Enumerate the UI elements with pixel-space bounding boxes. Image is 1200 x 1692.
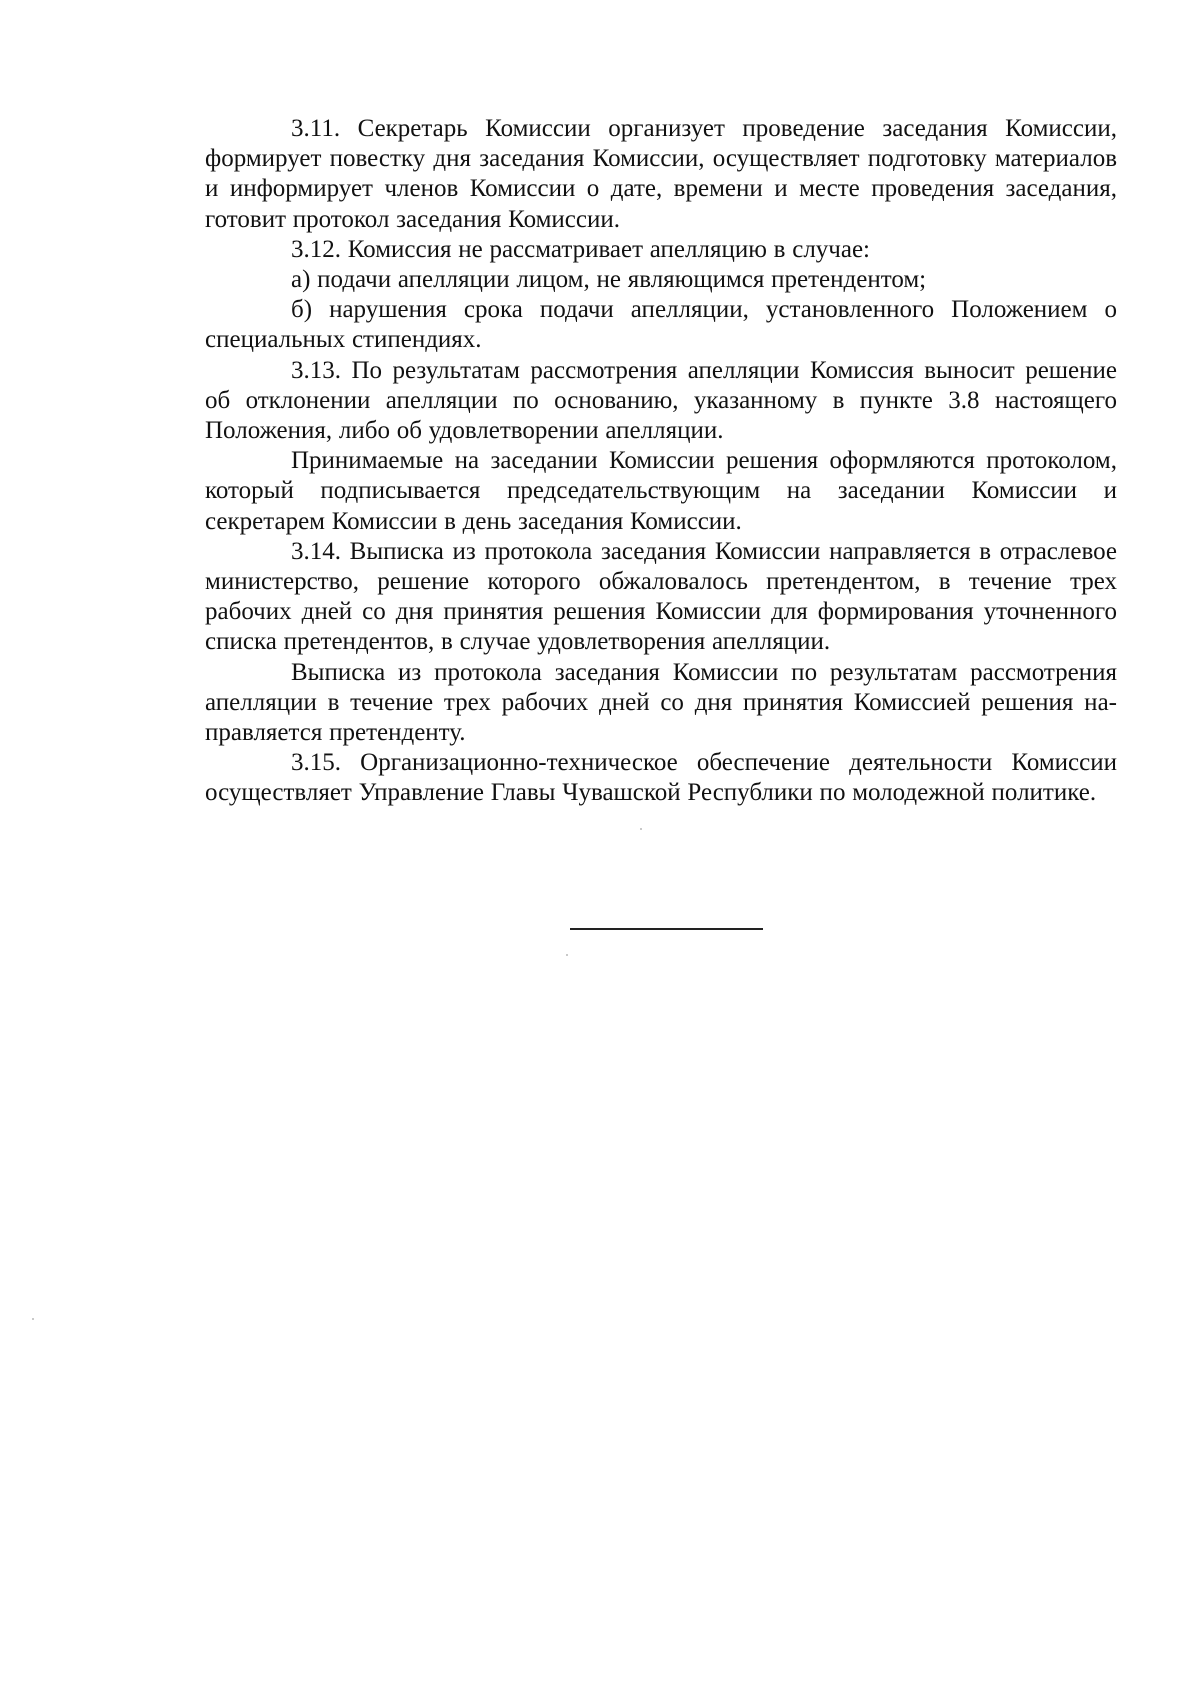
paragraph-3-13-decisions: Принимаемые на заседании Комиссии решения оформляются протоколом, который подписывается председательствующим на заседании Комиссии и секретарем Комиссии в день заседания Комиссии. <box>205 447 1117 535</box>
document-body <box>205 114 1117 809</box>
paragraph-3-12: 3.12. Комиссия не рассматривает апелляцию в случае: <box>291 235 871 263</box>
paragraph-3-12-a: а) подачи апелляции лицом, не являющимся претендентом; <box>291 266 927 294</box>
paragraph-3-14: 3.14. Выписка из протокола заседания Комиссии направляется в отраслевое министерство, решение которого обжаловалось претендентом, в течение трех рабочих дней со дня принятия решения Комиссии для формирования уточненного списка претендентов, в случае удовлетворения апелляции. <box>205 537 1117 656</box>
paragraph-3-15: 3.15. Организационно-техническое обеспечение деятельности Комиссии осуществляет Управление Главы Чувашской Республики по молодежной политике. <box>205 749 1117 807</box>
scan-speck <box>640 828 642 830</box>
paragraph-3-13: 3.13. По результатам рассмотрения апелляции Комиссия выносит решение об отклонении апелляции по основанию, указанному в пункте 3.8 настоящего Положения, либо об удовлетворении апелляции. <box>205 356 1117 445</box>
end-separator-line <box>570 928 763 930</box>
paragraph-3-11: 3.11. Секретарь Комиссии организует проведение заседания Комиссии, формирует повестку дня заседания Комиссии, осуществляет подготовку материалов и информирует членов Комиссии о дате, времени и месте проведения заседания, готовит протокол заседания Комиссии. <box>205 115 1117 233</box>
paragraph-3-12-b: б) нарушения срока подачи апелляции, установленного Положением о специальных стипендиях. <box>205 296 1117 354</box>
scan-speck <box>32 1318 34 1320</box>
paragraph-3-14-extract: Выписка из протокола заседания Комиссии по результатам рассмотрения апелляции в течение трех рабочих дней со дня принятия Комиссией решения направляется претенденту. <box>205 658 1117 747</box>
scan-speck <box>566 954 568 956</box>
